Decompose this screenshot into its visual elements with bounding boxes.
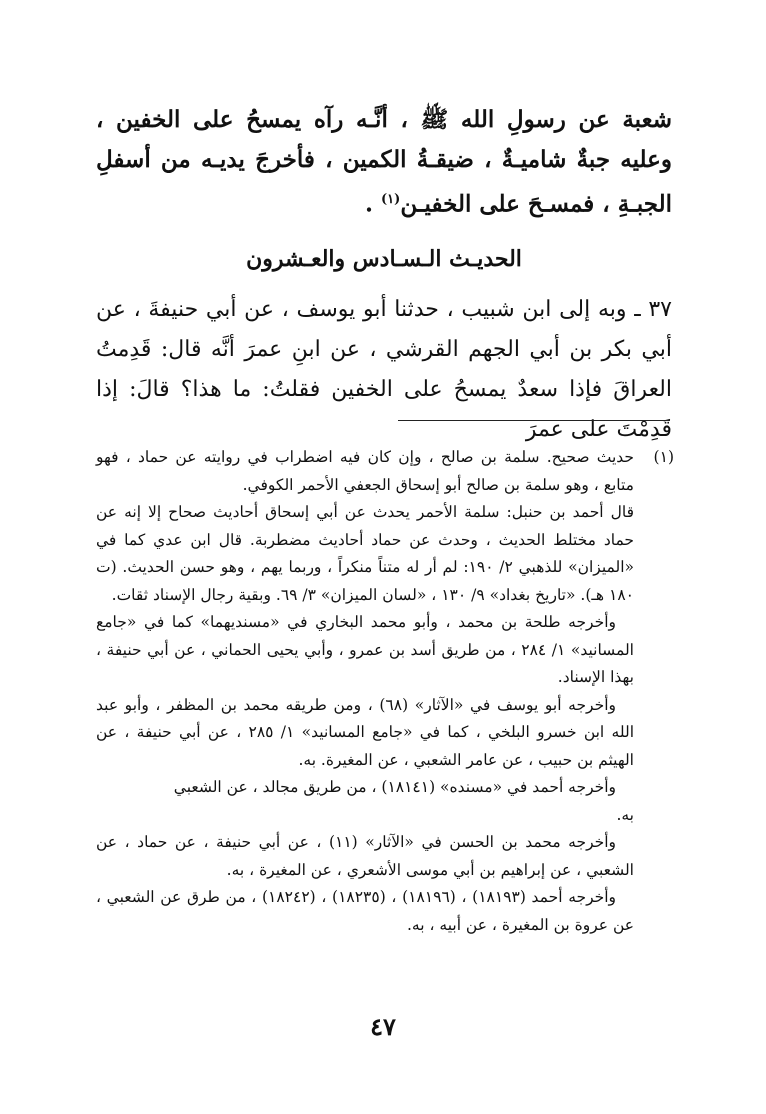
footnote-separator xyxy=(398,420,670,421)
page-number: ٤٧ xyxy=(370,1012,396,1041)
section-heading: الحديـث الـسـادس والعـشرون xyxy=(246,246,522,272)
hadith-37-text: ٣٧ ـ وبه إلى ابن شبيب ، حدثنا أبو يوسف ، عن أبي حنيفةَ ، عن أبي بكر بن أبي الجهم القرشي ، عن ابنِ عمرَ أنَّه قال: قَدِمتُ العراقَ فإذا سعدٌ يمسحُ على الخفين فقلتُ: ما هذا؟ قالَ: إذا قَدِمْتَ على عمرَ xyxy=(96,297,672,442)
footnote-ref-marker: (١) xyxy=(381,192,401,207)
footnote-paragraph: وأخرجه أحمد في «مسنده» (١٨١٤١) ، من طريق مجالد ، عن الشعبي xyxy=(173,778,616,796)
footnote-paragraph: وأخرجه أحمد (١٨١٩٣) ، (١٨١٩٦) ، (١٨٢٣٥) ، (١٨٢٤٢) ، من طرق عن الشعبي ، عن عروة بن المغيرة ، عن أبيه ، به. xyxy=(96,888,634,934)
hadith-text: شعبة عن رسولِ الله ﷺ ، أنَّـه رآه يمسحُ على الخفين ، وعليه جبةٌ شاميـةٌ ، ضيقـةُ الكمين ، فأخرجَ يديـه من أسفلِ الجبـةِ ، فمسـحَ على الخفيـن xyxy=(96,106,672,218)
footnote-1-quote: قال أحمد بن حنبل: سلمة الأحمر يحدث عن أبي إسحاق أحاديث صحاح إلا إنه عن حماد مختلط الحديث ، وحدث عن حماد أحاديث مضطربة. قال ابن عدي كما في «الميزان» للذهبي ٢/ ١٩٠: لم أر له متناً منكراً ، وربما يهم ، وهو حسن الحديث. (ت ١٨٠ هـ). «تاريخ بغداد» ٩/ ١٣٠ ، «لسان الميزان» ٣/ ٦٩. وبقية رجال الإسناد ثقات. xyxy=(96,503,634,604)
footnote-paragraph: وأخرجه محمد بن الحسن في «الآثار» (١١) ، عن أبي حنيفة ، عن حماد ، عن الشعبي ، عن إبراهيم بن أبي موسى الأشعري ، عن المغيرة ، به. xyxy=(96,833,634,879)
footnote-number: (١) xyxy=(653,448,674,466)
footnotes-section xyxy=(96,444,674,939)
sentence-end: . xyxy=(364,190,373,218)
footnote-continuation: به. xyxy=(616,805,634,824)
footnote-paragraph: وأخرجه أبو يوسف في «الآثار» (٦٨) ، ومن طريقه محمد بن المظفر ، وأبو عبد الله ابن خسرو البلخي ، كما في «جامع المسانيد» ١/ ٢٨٥ ، عن أبي حنيفة ، عن الهيثم بن حبيب ، عن عامر الشعبي ، عن المغيرة. به. xyxy=(96,695,635,769)
footnote-1-intro xyxy=(96,444,674,499)
hadith-text-continuation xyxy=(96,100,672,225)
footnote-line: حديث صحيح. سلمة بن صالح ، وإن كان فيه اضطراب في روايته عن حماد ، فهو متابع ، وهو سلمة بن صالح أبو إسحاق الجعفي الأحمر الكوفي. xyxy=(96,448,634,494)
footnote-paragraph: وأخرجه طلحة بن محمد ، وأبو محمد البخاري في «مسنديهما» كما في «جامع المسانيد» ١/ ٢٨٤ ، من طريق أسد بن عمرو ، وأبي يحيى الحماني ، عن أبي حنيفة ، بهذا الإسناد. xyxy=(96,613,634,686)
